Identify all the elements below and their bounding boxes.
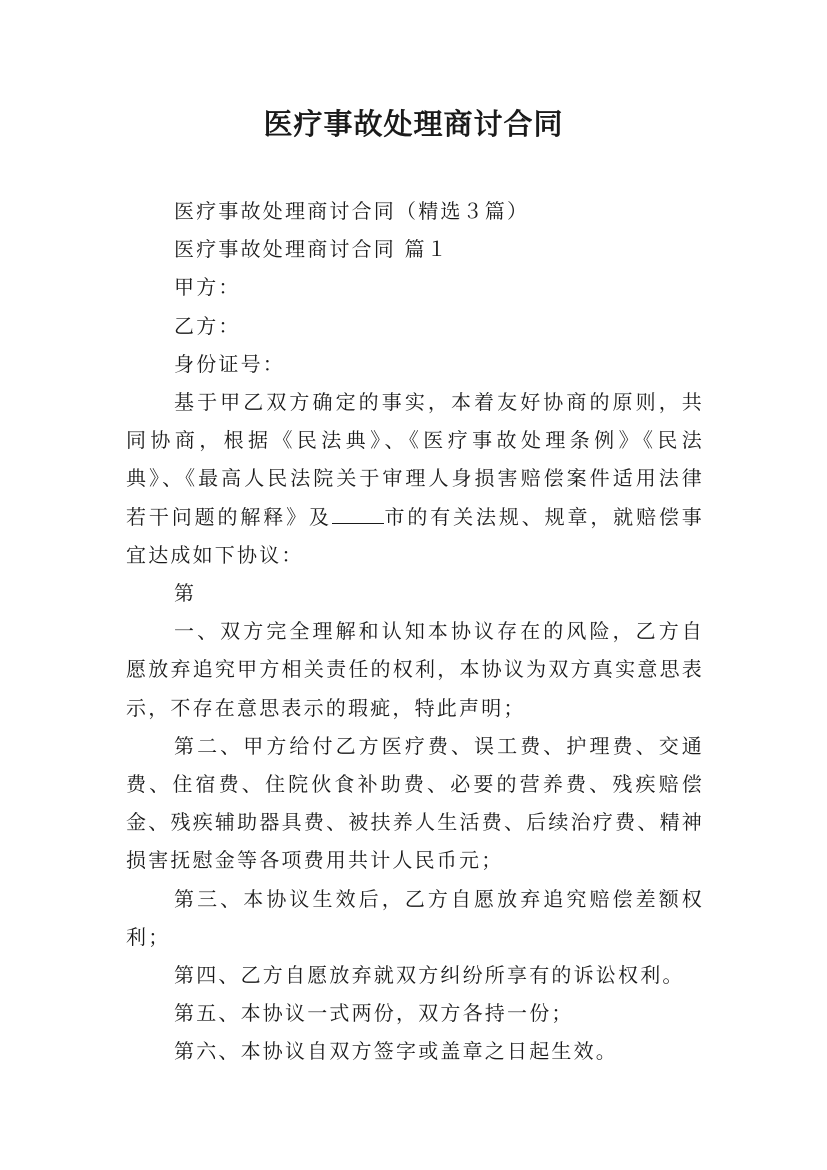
preamble-text: 基于甲乙双方确定的事实，本着友好协商的原则，共同协商，根据《民法典》、《医疗事故处理条例》《民法典》、《最高人民法院关于审理人身损害赔偿案件适用法律若干问题的解释》及 [126, 390, 704, 529]
paragraph-clause-2: 第二、甲方给付乙方医疗费、误工费、护理费、交通费、住宿费、住院伙食补助费、必要的营养费、残疾赔偿金、残疾辅助器具费、被扶养人生活费、后续治疗费、精神损害抚慰金等各项费用共计人民币元； [126, 733, 704, 873]
paragraph-clause-3: 第三、本协议生效后，乙方自愿放弃追究赔偿差额权利； [126, 886, 704, 949]
paragraph-preamble [126, 383, 704, 574]
paragraph-article-label: 第 [174, 581, 197, 606]
paragraph-id-number: 身份证号： [174, 351, 285, 376]
document-title: 医疗事故处理商讨合同 [263, 107, 564, 141]
paragraph-party-b: 乙方： [174, 313, 241, 338]
paragraph-section-heading: 医疗事故处理商讨合同 篇１ [174, 237, 449, 262]
document-body [126, 192, 704, 1071]
paragraph-clause-5: 第五、本协议一式两份，双方各持一份； [174, 1001, 574, 1026]
paragraph-subtitle: 医疗事故处理商讨合同（精选３篇） [174, 199, 530, 223]
preamble-text-continued: 市的有关法规、规章，就赔偿事宜达成如下协议： [126, 504, 704, 567]
blank-underline [332, 522, 384, 524]
paragraph-party-a: 甲方： [174, 275, 241, 300]
paragraph-clause-4: 第四、乙方自愿放弃就双方纠纷所享有的诉讼权利。 [174, 963, 685, 988]
paragraph-clause-6: 第六、本协议自双方签字或盖章之日起生效。 [174, 1039, 618, 1064]
paragraph-clause-1: 一、双方完全理解和认知本协议存在的风险，乙方自愿放弃追究甲方相关责任的权利，本协议为双方真实意思表示，不存在意思表示的瑕疵，特此声明； [126, 619, 704, 720]
